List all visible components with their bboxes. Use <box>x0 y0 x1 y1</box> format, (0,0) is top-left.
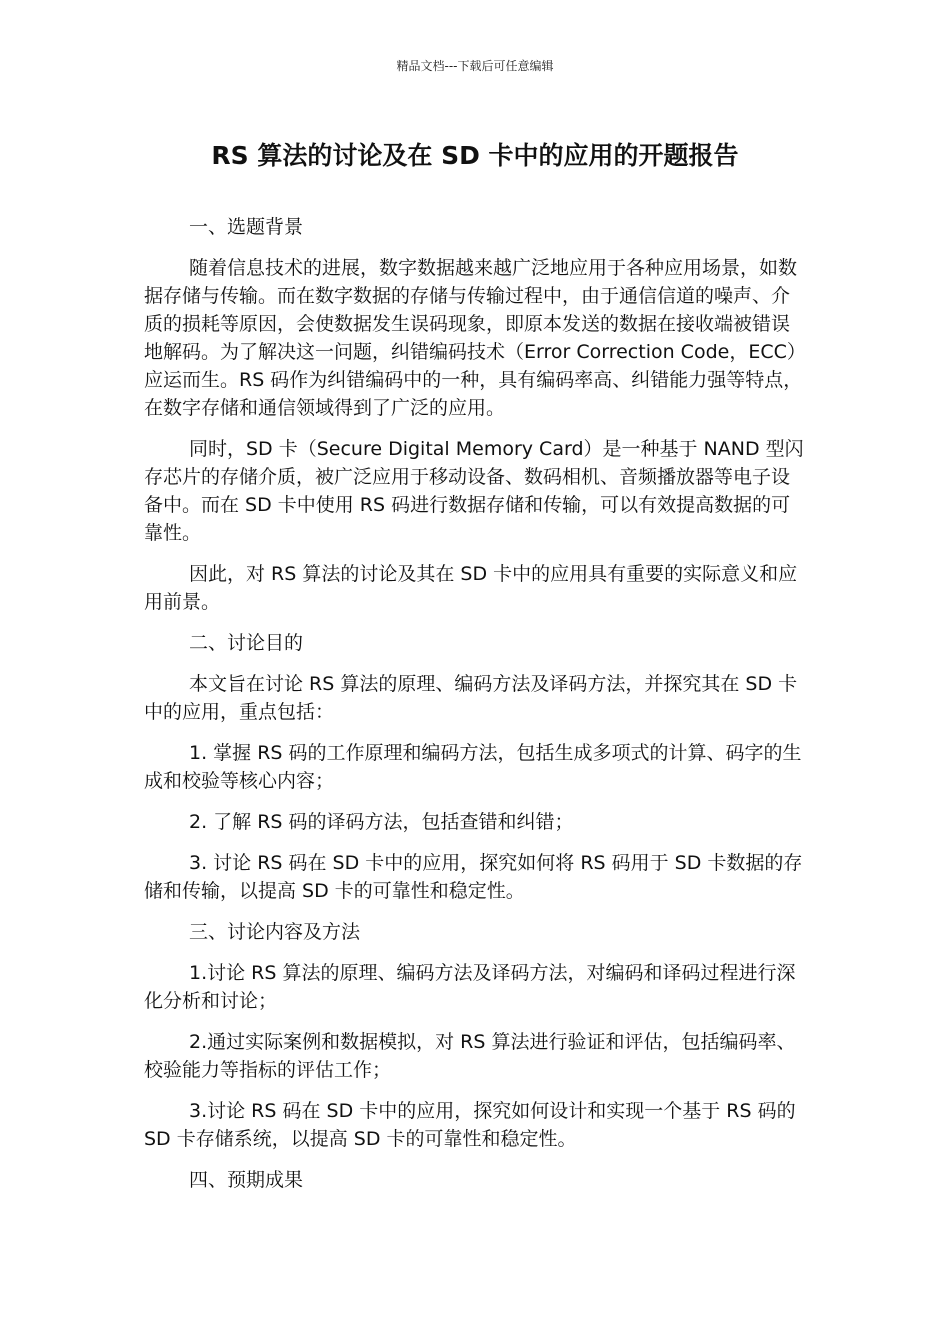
document-title: RS 算法的讨论及在 SD 卡中的应用的开题报告 <box>211 141 739 170</box>
section-heading-content-methods: 三、讨论内容及方法 <box>189 921 361 943</box>
document-body <box>144 213 806 1207</box>
page-header: 精品文档---下载后可任意编辑 <box>396 59 554 73</box>
list-item-purpose-3: 3. 讨论 RS 码在 SD 卡中的应用，探究如何将 RS 码用于 SD 卡数据的存储和传输，以提高 SD 卡的可靠性和稳定性。 <box>144 852 803 902</box>
section-heading-background: 一、选题背景 <box>189 216 304 238</box>
list-item-method-3: 3.讨论 RS 码在 SD 卡中的应用，探究如何设计和实现一个基于 RS 码的 SD 卡存储系统，以提高 SD 卡的可靠性和稳定性。 <box>144 1100 796 1150</box>
paragraph-background-3: 因此，对 RS 算法的讨论及其在 SD 卡中的应用具有重要的实际意义和应用前景。 <box>144 563 798 613</box>
list-item-purpose-2: 2. 了解 RS 码的译码方法，包括查错和纠错； <box>189 811 574 833</box>
section-heading-expected-results: 四、预期成果 <box>189 1169 304 1191</box>
paragraph-background-1: 随着信息技术的进展，数字数据越来越广泛地应用于各种应用场景，如数据存储与传输。而在数字数据的存储与传输过程中，由于通信信道的噪声、介质的损耗等原因，会使数据发生误码现象，即原本发送的数据在接收端被错误地解码。为了解决这一问题，纠错编码技术（Error Correction Code，ECC）应运而生。RS 码作为纠错编码中的一种，具有编码率高、纠错能力强等特点，在数字存储和通信领域得到了广泛的应用。 <box>144 257 806 419</box>
list-item-purpose-1: 1. 掌握 RS 码的工作原理和编码方法，包括生成多项式的计算、码字的生成和校验等核心内容； <box>144 742 802 792</box>
paragraph-purpose-intro: 本文旨在讨论 RS 算法的原理、编码方法及译码方法，并探究其在 SD 卡中的应用，重点包括： <box>144 673 798 723</box>
paragraph-background-2: 同时，SD 卡（Secure Digital Memory Card）是一种基于 NAND 型闪存芯片的存储介质，被广泛应用于移动设备、数码相机、音频播放器等电子设备中。而在 SD 卡中使用 RS 码进行数据存储和传输，可以有效提高数据的可靠性。 <box>144 438 804 544</box>
section-heading-purpose: 二、讨论目的 <box>189 632 304 654</box>
list-item-method-2: 2.通过实际案例和数据模拟，对 RS 算法进行验证和评估，包括编码率、校验能力等指标的评估工作； <box>144 1031 796 1081</box>
list-item-method-1: 1.讨论 RS 算法的原理、编码方法及译码方法，对编码和译码过程进行深化分析和讨论； <box>144 962 796 1012</box>
